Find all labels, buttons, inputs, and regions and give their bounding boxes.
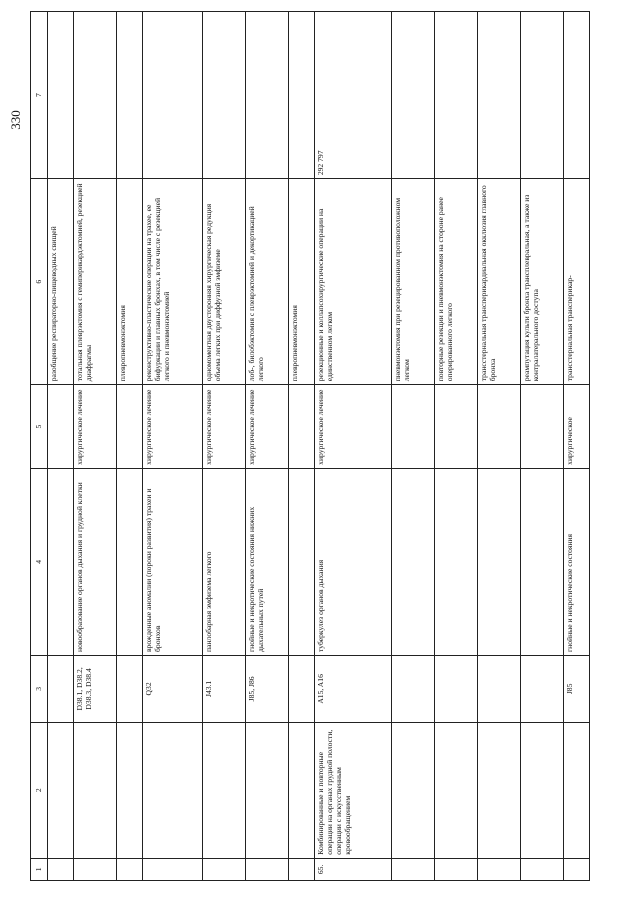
table-row [74, 12, 117, 881]
table-cell-cost [563, 12, 589, 179]
table-cell-diagnosis: гнойные и некротические состояния [563, 468, 589, 655]
table-cell-method: плевропневмонэктомия [117, 179, 143, 385]
table-cell-diagnosis [289, 468, 315, 655]
table-cell-code [289, 655, 315, 722]
table-cell-num [563, 858, 589, 880]
table-cell-name [203, 722, 246, 858]
table-cell-cost [74, 12, 117, 179]
table-cell-num [477, 858, 520, 880]
table-cell-code: J43.1 [203, 655, 246, 722]
column-header: 4 [31, 468, 48, 655]
table-cell-code [117, 655, 143, 722]
table-cell-name [563, 722, 589, 858]
column-header: 6 [31, 179, 48, 385]
table-cell-name [117, 722, 143, 858]
table-cell-cost [289, 12, 315, 179]
table-cell-code: Q32 [143, 655, 203, 722]
table-cell-code [434, 655, 477, 722]
table-cell-name [520, 722, 563, 858]
table-row [117, 12, 143, 881]
table-cell-diagnosis [434, 468, 477, 655]
table-cell-num [117, 858, 143, 880]
table-cell-treatment [289, 385, 315, 469]
table-cell-name [48, 722, 74, 858]
table-row [477, 12, 520, 881]
table-cell-diagnosis [391, 468, 434, 655]
table-cell-treatment [48, 385, 74, 469]
table-cell-treatment: хирургическое лечение [74, 385, 117, 469]
table-cell-name [143, 722, 203, 858]
table-cell-cost [246, 12, 289, 179]
table-cell-cost [520, 12, 563, 179]
table-cell-num [74, 858, 117, 880]
table-cell-treatment: хирургическое лечение [143, 385, 203, 469]
column-header: 7 [31, 12, 48, 179]
table-cell-method: резекционные и коллапсохирургические операции на единственном легком [315, 179, 392, 385]
table-cell-cost [434, 12, 477, 179]
table-row [246, 12, 289, 881]
table-cell-treatment [520, 385, 563, 469]
table-cell-num [520, 858, 563, 880]
table-cell-diagnosis: гнойные и некротические состояния нижних дыхательных путей [246, 468, 289, 655]
table-cell-treatment [434, 385, 477, 469]
table-row [391, 12, 434, 881]
procedures-table [30, 11, 590, 881]
table-cell-method: трансстернальная трансперикар- [563, 179, 589, 385]
table-row [315, 12, 392, 881]
table-cell-diagnosis: врожденные аномалии (пороки развития) трахеи и бронхов [143, 468, 203, 655]
table-cell-method: разобщение респираторно-пищеводных свищей [48, 179, 74, 385]
table-cell-treatment: хирургическое лечение [246, 385, 289, 469]
table-cell-diagnosis [477, 468, 520, 655]
table-cell-name [477, 722, 520, 858]
table-cell-diagnosis [520, 468, 563, 655]
table-cell-num [391, 858, 434, 880]
table-cell-num [434, 858, 477, 880]
table-cell-cost [117, 12, 143, 179]
table-cell-method: тотальная плеврэктомия с гемиперикардэктомией, резекцией диафрагмы [74, 179, 117, 385]
table-cell-num [203, 858, 246, 880]
table-cell-name [74, 722, 117, 858]
table-row [143, 12, 203, 881]
table-cell-treatment [117, 385, 143, 469]
page-number: 330 [8, 110, 23, 130]
table-cell-method: плевропневмонэктомия [289, 179, 315, 385]
table-cell-code [520, 655, 563, 722]
table-cell-method: одномоментная двусторонняя хирургическая редукция объема легких при диффузной эмфиземе [203, 179, 246, 385]
table-cell-treatment: хирургическое лечение [203, 385, 246, 469]
column-header: 2 [31, 722, 48, 858]
document-sheet [30, 11, 590, 881]
table-cell-treatment [391, 385, 434, 469]
table-cell-code [391, 655, 434, 722]
table-cell-treatment [477, 385, 520, 469]
table-cell-method: реконструктивно-пластические операции на трахее, ее бифуркации и главных бронхах, в том числе с резекцией легкого и пневмонэктомией [143, 179, 203, 385]
table-body [48, 12, 590, 881]
table-cell-method: повторные резекции и пневмонэктомия на стороне ранее оперированного легкого [434, 179, 477, 385]
table-row [520, 12, 563, 881]
table-cell-num: 65. [315, 858, 392, 880]
table-cell-cost [48, 12, 74, 179]
table-row [203, 12, 246, 881]
header-row [31, 12, 48, 881]
table-cell-code: A15, A16 [315, 655, 392, 722]
table-cell-method: пневмонэктомия при резецированном противоположном легком [391, 179, 434, 385]
table-cell-name: Комбинированные и повторные операции на органах грудной полости, операции с искусственным кровообращением [315, 722, 392, 858]
table-cell-diagnosis: панлобарная эмфизема легкого [203, 468, 246, 655]
table-cell-code: D38.1, D38.2, D38.3, D38.4 [74, 655, 117, 722]
table-row [434, 12, 477, 881]
table-cell-treatment: хирургическое лечение [315, 385, 392, 469]
table-cell-name [246, 722, 289, 858]
column-header: 1 [31, 858, 48, 880]
table-cell-code: J85, J86 [246, 655, 289, 722]
table-cell-name [434, 722, 477, 858]
table-cell-cost [391, 12, 434, 179]
table-cell-name [391, 722, 434, 858]
table-cell-num [48, 858, 74, 880]
table-cell-num [246, 858, 289, 880]
table-cell-diagnosis: новообразование органов дыхания и грудной клетки [74, 468, 117, 655]
table-row [563, 12, 589, 881]
table-cell-method: трансстернальная трансперикардиальная окклюзия главного бронха [477, 179, 520, 385]
table-cell-treatment: хирургическое [563, 385, 589, 469]
table-cell-code [477, 655, 520, 722]
table-cell-cost [203, 12, 246, 179]
table-cell-cost: 292 797 [315, 12, 392, 179]
table-cell-diagnosis [48, 468, 74, 655]
table-row [289, 12, 315, 881]
table-cell-diagnosis: туберкулез органов дыхания [315, 468, 392, 655]
table-cell-method: реампутация культи бронха трансплевральная, а также из контралатерального доступа [520, 179, 563, 385]
table-cell-num [143, 858, 203, 880]
table-cell-name [289, 722, 315, 858]
table-cell-cost [143, 12, 203, 179]
table-cell-cost [477, 12, 520, 179]
table-cell-code: J85 [563, 655, 589, 722]
table-row [48, 12, 74, 881]
table-cell-method: лоб-, билобэктомия с плеврэктомией и декортикацией легкого [246, 179, 289, 385]
column-header: 5 [31, 385, 48, 469]
table-cell-code [48, 655, 74, 722]
table-cell-diagnosis [117, 468, 143, 655]
table-cell-num [289, 858, 315, 880]
column-header: 3 [31, 655, 48, 722]
